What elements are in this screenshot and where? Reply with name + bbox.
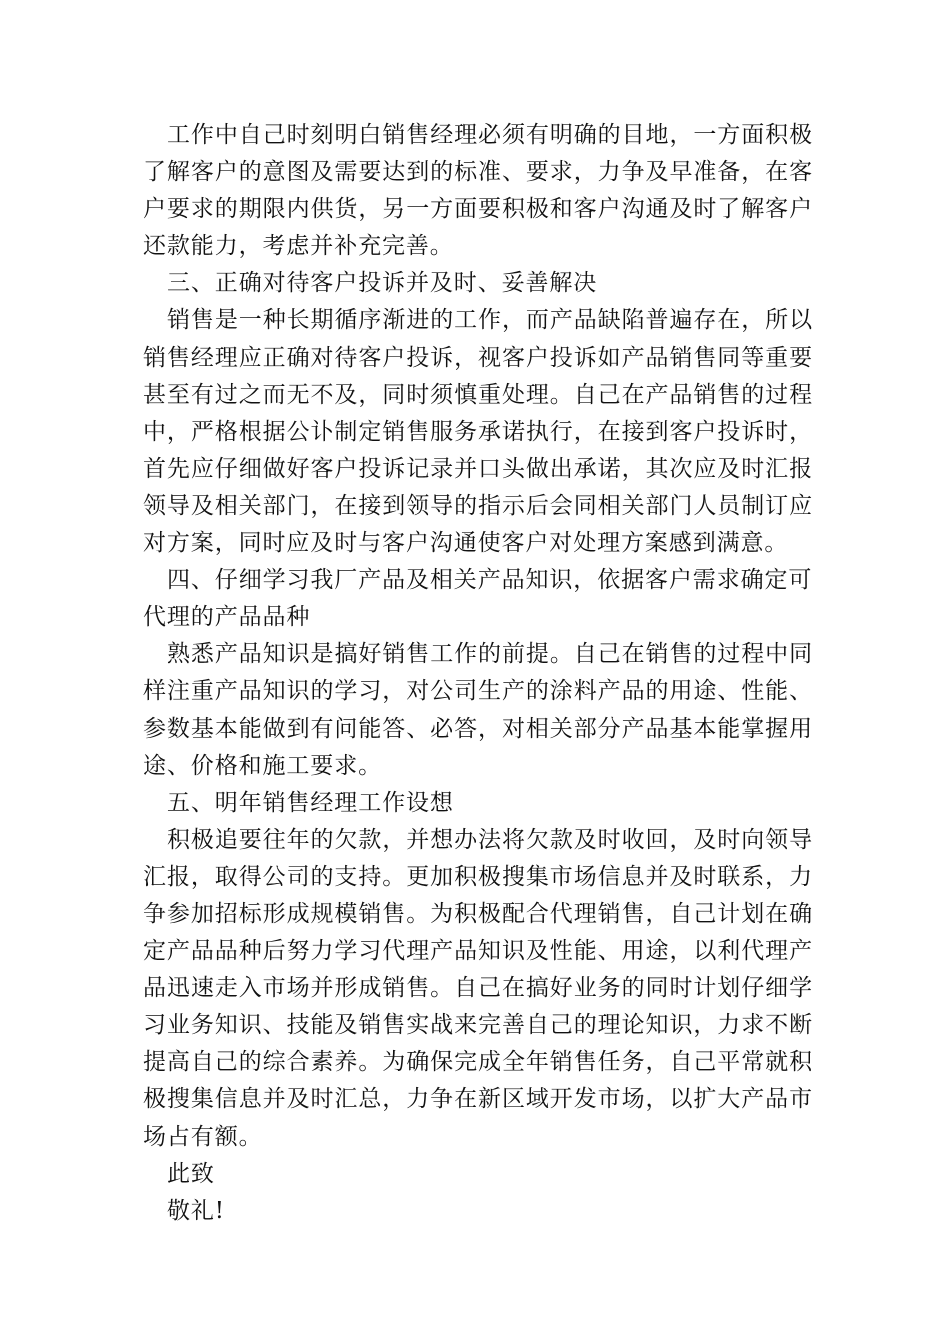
closing-salutation: 此致	[167, 1160, 215, 1187]
document-body	[143, 117, 813, 1230]
section-heading-product-knowledge: 四、仔细学习我厂产品及相关产品知识，依据客户需求确定可代理的产品品种	[143, 567, 813, 631]
paragraph-sales-goals: 工作中自己时刻明白销售经理必须有明确的目地，一方面积极了解客户的意图及需要达到的标准、要求，力争及早准备，在客户要求的期限内供货，另一方面要积极和客户沟通及时了解客户还款能力，考虑并补充完善。	[143, 122, 813, 260]
paragraph-next-year-plan: 积极追要往年的欠款，并想办法将欠款及时收回，及时向领导汇报，取得公司的支持。更加积极搜集市场信息并及时联系，力争参加招标形成规模销售。为积极配合代理销售，自己计划在确定产品品种后努力学习代理产品知识及性能、用途，以利代理产品迅速走入市场并形成销售。自己在搞好业务的同时计划仔细学习业务知识、技能及销售实战来完善自己的理论知识，力求不断提高自己的综合素养。为确保完成全年销售任务，自己平常就积极搜集信息并及时汇总，力争在新区域开发市场，以扩大产品市场占有额。	[143, 826, 813, 1150]
paragraph-complaints: 销售是一种长期循序渐进的工作，而产品缺陷普遍存在，所以销售经理应正确对待客户投诉，视客户投诉如产品销售同等重要甚至有过之而无不及，同时须慎重处理。自己在产品销售的过程中，严格根据公讣制定销售服务承诺执行，在接到客户投诉时，首先应仔细做好客户投诉记录并口头做出承诺，其次应及时汇报领导及相关部门，在接到领导的指示后会同相关部门人员制订应对方案，同时应及时与客户沟通使客户对处理方案感到满意。	[143, 307, 813, 557]
section-heading-next-year-plan: 五、明年销售经理工作设想	[167, 789, 454, 816]
paragraph-product-knowledge: 熟悉产品知识是搞好销售工作的前提。自己在销售的过程中同样注重产品知识的学习，对公司生产的涂料产品的用途、性能、参数基本能做到有问能答、必答，对相关部分产品基本能掌握用途、价格和施工要求。	[143, 641, 813, 779]
section-heading-complaints: 三、正确对待客户投诉并及时、妥善解决	[167, 270, 598, 297]
closing-regards: 敬礼!	[167, 1197, 225, 1224]
